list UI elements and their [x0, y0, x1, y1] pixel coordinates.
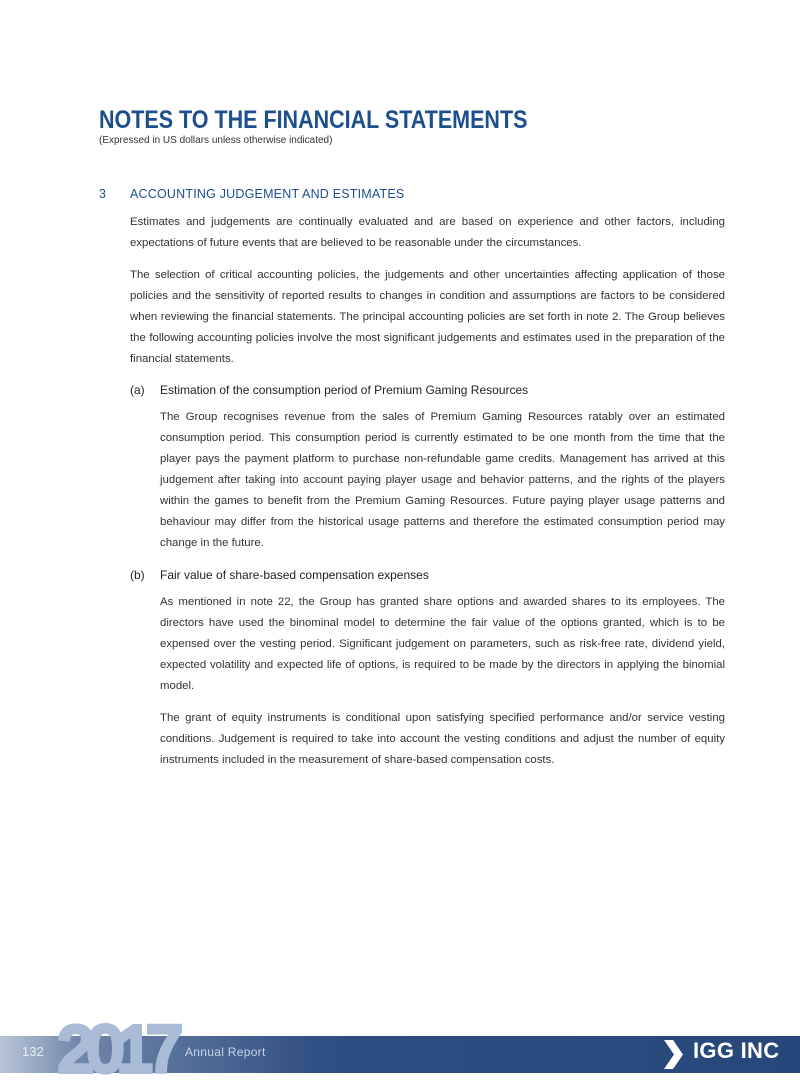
subsection-heading — [130, 383, 725, 397]
subsection-letter: (b) — [130, 568, 145, 582]
section-body — [130, 212, 725, 771]
footer-label: Annual Report — [185, 1045, 266, 1059]
subsection-title: Fair value of share-based compensation expenses — [160, 568, 429, 582]
subsection-paragraph: The grant of equity instruments is conditional upon satisfying specified performance and/or service vesting conditions. Judgement is required to take into account the vesting conditions and adjust the number of equity instruments included in the measurement of share-based compensation costs. — [160, 712, 725, 766]
year-digits: 2017 — [58, 1013, 177, 1075]
subsection-b — [130, 568, 725, 771]
subsection-body — [160, 407, 725, 554]
page-title: NOTES TO THE FINANCIAL STATEMENTS — [99, 106, 528, 134]
subsection-letter: (a) — [130, 383, 145, 397]
section-paragraph: The selection of critical accounting policies, the judgements and other uncertainties affecting application of those policies and the sensitivity of reported results to changes in condition and assumptions are factors to be considered when reviewing the financial statements. The principal accounting policies are set forth in note 2. The Group believes the following accounting policies involve the most significant judgements and estimates used in the preparation of the financial statements. — [130, 269, 725, 365]
subsection-body — [160, 592, 725, 771]
subsection-paragraph: The Group recognises revenue from the sales of Premium Gaming Resources ratably over an estimated consumption period. This consumption period is currently estimated to be one month from the time that the player pays the payment platform to purchase non-refundable game credits. Management has arrived at this judgement after taking into account paying player usage and behavior patterns, and the rights of the players within the games to benefit from the Premium Gaming Resources. Future paying player usage patterns and behaviour may differ from the historical usage patterns and therefore the estimated consumption period may change in the future. — [160, 411, 725, 549]
subsection-heading — [130, 568, 725, 582]
section-heading — [99, 187, 725, 201]
subsection-paragraph: As mentioned in note 22, the Group has granted share options and awarded shares to its employees. The directors have used the binominal model to determine the fair value of the options granted, which is to be expensed over the vesting period. Significant judgement on parameters, such as risk-free rate, dividend yield, expected volatility and expected life of options, is required to be made by the directors in applying the binomial model. — [160, 596, 725, 692]
chevron-right-icon — [662, 1036, 688, 1073]
page-subtitle: (Expressed in US dollars unless otherwise indicated) — [99, 135, 333, 146]
year-graphic — [58, 1013, 198, 1075]
section-title: ACCOUNTING JUDGEMENT AND ESTIMATES — [130, 187, 405, 201]
section-number: 3 — [99, 187, 106, 201]
subsection-a — [130, 383, 725, 554]
page-number: 132 — [22, 1044, 44, 1059]
section-paragraph: Estimates and judgements are continually evaluated and are based on experience and other factors, including expectations of future events that are believed to be reasonable under the circumstances. — [130, 216, 725, 249]
brand-logo: IGG INC — [693, 1038, 780, 1063]
section-accounting-judgement — [99, 187, 725, 771]
subsection-title: Estimation of the consumption period of Premium Gaming Resources — [160, 383, 529, 397]
page-footer — [0, 1013, 800, 1086]
